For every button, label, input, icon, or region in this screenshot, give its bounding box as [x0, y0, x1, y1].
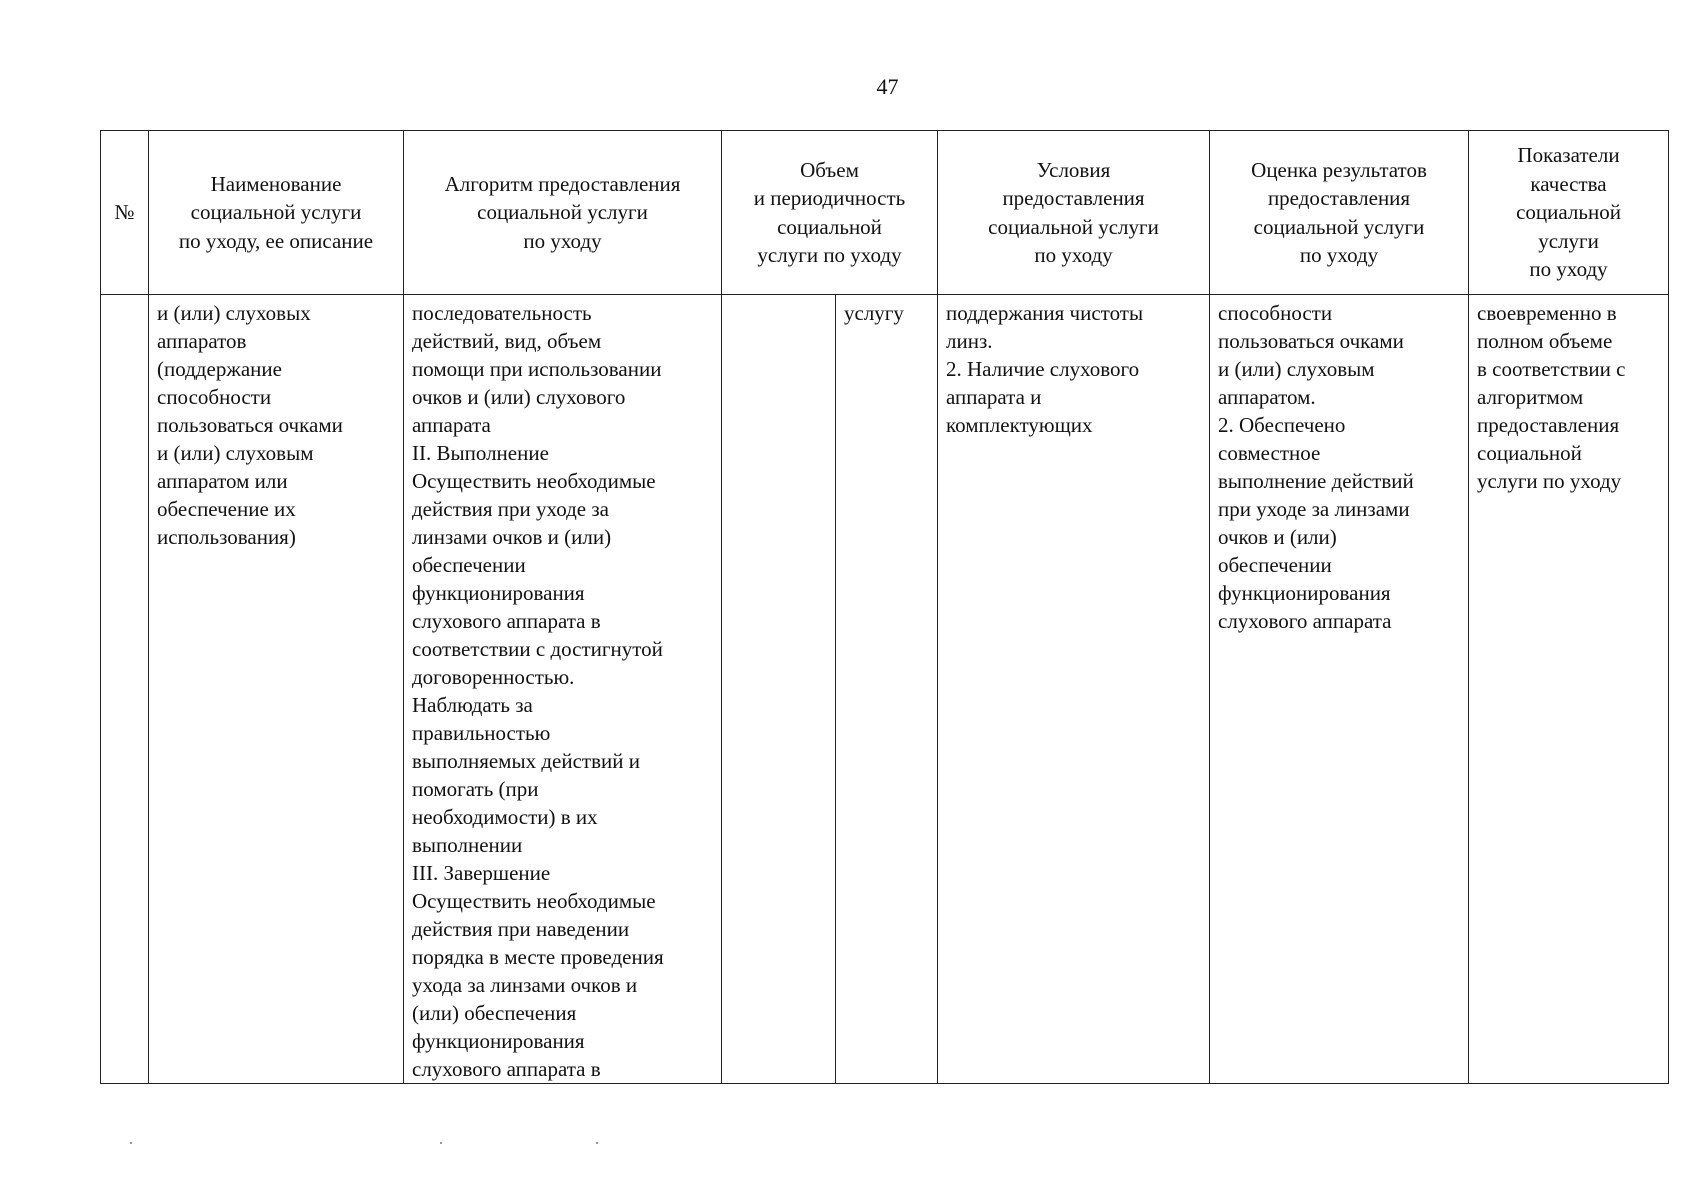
cell-line: последовательность — [412, 301, 592, 325]
cell-line: выполняемых действий и — [412, 749, 640, 773]
cell-line: линзами очков и (или) — [412, 525, 612, 549]
cell-line: и (или) слуховым — [157, 441, 314, 465]
cell-line: услугу — [844, 301, 904, 325]
cell-line: 2. Обеспечено — [1218, 413, 1346, 437]
cell-volume-right — [836, 295, 938, 1084]
cell-line: пользоваться очками — [157, 413, 343, 437]
cell-line: слухового аппарата в — [412, 609, 601, 633]
cell-line: Наблюдать за — [412, 693, 533, 717]
header-algorithm — [404, 131, 722, 295]
header-name — [149, 131, 404, 295]
cell-line: способности — [157, 385, 272, 409]
cell-line: Осуществить необходимые — [412, 469, 656, 493]
cell-line: Осуществить необходимые — [412, 889, 656, 913]
cell-line: действия при наведении — [412, 917, 630, 941]
header-indicators-text: Показатели качества социальной услуги по уходу — [1516, 143, 1621, 282]
cell-name — [149, 295, 404, 1084]
cell-line: социальной — [1477, 441, 1582, 465]
cell-line: обеспечении — [1218, 553, 1332, 577]
cell-line: помогать (при — [412, 777, 539, 801]
cell-line: функционирования — [412, 581, 585, 605]
cell-line: необходимости) в их — [412, 805, 598, 829]
cell-line: функционирования — [1218, 581, 1391, 605]
scan-dot — [130, 1142, 132, 1144]
cell-line: аппарата и — [946, 385, 1042, 409]
cell-line: и (или) слуховых — [157, 301, 311, 325]
cell-line: слухового аппарата в — [412, 1057, 601, 1081]
cell-evaluation-text — [1218, 299, 1460, 635]
header-conditions — [938, 131, 1210, 295]
cell-line: алгоритмом — [1477, 385, 1584, 409]
cell-line: предоставления — [1477, 413, 1620, 437]
cell-line: II. Выполнение — [412, 441, 549, 465]
cell-line: III. Завершение — [412, 861, 551, 885]
header-indicators — [1469, 131, 1669, 295]
cell-line: пользоваться очками — [1218, 329, 1404, 353]
cell-conditions — [938, 295, 1210, 1084]
cell-line: аппаратом или — [157, 469, 288, 493]
cell-line: выполнение действий — [1218, 469, 1414, 493]
cell-line: очков и (или) слухового — [412, 385, 626, 409]
scan-artifacts — [0, 1142, 1696, 1146]
page-number: 47 — [876, 74, 899, 99]
cell-line: (или) обеспечения — [412, 1001, 577, 1025]
cell-line: функционирования — [412, 1029, 585, 1053]
cell-line: аппаратом. — [1218, 385, 1316, 409]
cell-algorithm-text — [412, 299, 713, 1083]
cell-line: слухового аппарата — [1218, 609, 1392, 633]
cell-line: полном объеме — [1477, 329, 1613, 353]
cell-line: использования) — [157, 525, 296, 549]
cell-conditions-text — [946, 299, 1201, 439]
table-row — [101, 295, 1669, 1084]
header-number — [101, 131, 149, 295]
cell-line: своевременно в — [1477, 301, 1617, 325]
header-name-text: Наименование социальной услуги по уходу, ее описание — [178, 171, 374, 253]
cell-line: правильностью — [412, 721, 551, 745]
header-evaluation — [1210, 131, 1469, 295]
cell-indicators — [1469, 295, 1669, 1084]
cell-line: очков и (или) — [1218, 525, 1337, 549]
cell-line: порядка в месте проведения — [412, 945, 664, 969]
cell-indicators-text — [1477, 299, 1662, 495]
scan-dot — [440, 1142, 442, 1144]
cell-line: линз. — [946, 329, 993, 353]
cell-line: поддержания чистоты — [946, 301, 1144, 325]
table-header-row — [101, 131, 1669, 295]
header-volume — [722, 131, 938, 295]
cell-line: услуги по уходу — [1477, 469, 1622, 493]
header-number-text: № — [114, 200, 135, 225]
cell-line: договоренностью. — [412, 665, 575, 689]
cell-volume-left — [722, 295, 836, 1084]
cell-line: ухода за линзами очков и — [412, 973, 638, 997]
cell-algorithm — [404, 295, 722, 1084]
cell-line: обеспечении — [412, 553, 526, 577]
cell-line: аппаратов — [157, 329, 247, 353]
cell-line: действий, вид, объем — [412, 329, 602, 353]
cell-line: комплектующих — [946, 413, 1093, 437]
cell-evaluation — [1210, 295, 1469, 1084]
cell-line: обеспечение их — [157, 497, 296, 521]
header-algorithm-text: Алгоритм предоставления социальной услуги по уходу — [444, 171, 681, 253]
cell-line: действия при уходе за — [412, 497, 609, 521]
cell-line: аппарата — [412, 413, 491, 437]
cell-line: помощи при использовании — [412, 357, 662, 381]
cell-line: соответствии с достигнутой — [412, 637, 663, 661]
services-table — [100, 130, 1669, 1084]
scan-dot — [596, 1142, 598, 1144]
cell-line: совместное — [1218, 441, 1321, 465]
cell-line: способности — [1218, 301, 1333, 325]
cell-line: выполнении — [412, 833, 523, 857]
cell-line: 2. Наличие слухового — [946, 357, 1140, 381]
cell-line: в соответствии с — [1477, 357, 1626, 381]
cell-line: и (или) слуховым — [1218, 357, 1375, 381]
cell-name-text — [157, 299, 395, 551]
header-volume-text: Объем и периодичность социальной услуги по уходу — [753, 157, 906, 267]
cell-number — [101, 295, 149, 1084]
cell-line: при уходе за линзами — [1218, 497, 1410, 521]
header-evaluation-text: Оценка результатов предоставления социальной услуги по уходу — [1251, 157, 1427, 267]
cell-volume-right-text — [844, 299, 929, 327]
header-conditions-text: Условия предоставления социальной услуги по уходу — [988, 157, 1159, 267]
cell-line: (поддержание — [157, 357, 282, 381]
